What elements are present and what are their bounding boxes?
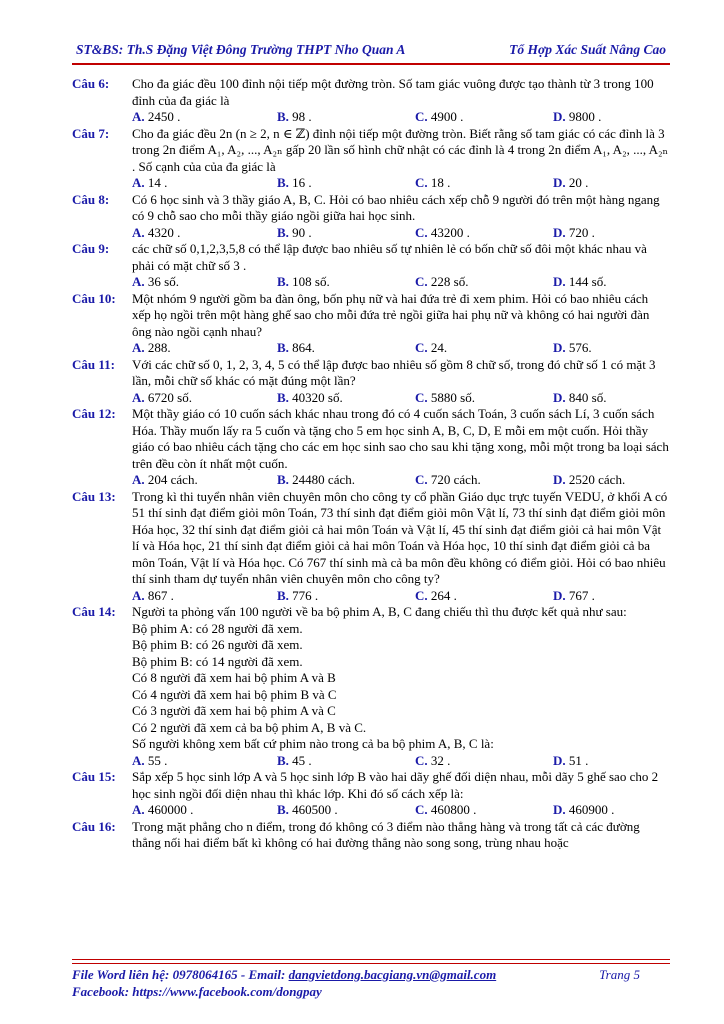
option-value: 20 .: [568, 175, 589, 190]
option-value: 43200 .: [430, 224, 470, 240]
answer-option-c[interactable]: [415, 472, 481, 489]
answer-option-a[interactable]: [132, 340, 171, 357]
option-value: 6720 số.: [147, 389, 192, 405]
option-value: 98 .: [292, 109, 312, 124]
option-value: 5880 số.: [430, 389, 475, 405]
option-value: 264 .: [430, 587, 457, 603]
option-letter: C.: [415, 752, 428, 768]
option-letter: D.: [553, 802, 566, 817]
question-text: Có 2 người đã xem cả ba bộ phim A, B và C.: [132, 719, 367, 735]
option-letter: C.: [415, 389, 428, 405]
answer-options: [132, 175, 670, 192]
answer-option-c[interactable]: [415, 109, 463, 126]
question-text: các chữ số 0,1,2,3,5,8 có thể lập được bao nhiêu số tự nhiên lẻ có bốn chữ số đôi một khác nhau và phải có mặt chữ số 3 .: [132, 241, 647, 273]
option-letter: D.: [553, 274, 566, 289]
option-value: 51 .: [568, 752, 589, 768]
question-text: Một nhóm 9 người gồm ba đàn ông, bốn phụ nữ và hai đứa trẻ đi xem phim. Hỏi có bao nhiêu cách xếp họ ngồi trên một hàng ghế sao cho mỗi đứa trẻ ngồi giữa hai phụ nữ và không có hai người đàn ông nào ngồi cạnh nhau?: [132, 290, 650, 339]
option-value: 460000 .: [147, 802, 194, 817]
answer-options: [132, 274, 670, 291]
question-label: Câu 15:: [72, 769, 116, 784]
question-label: Câu 13:: [72, 488, 116, 504]
answer-options: [132, 588, 670, 605]
answer-options: [132, 390, 670, 407]
answer-option-a[interactable]: [132, 802, 193, 819]
question-item: [72, 192, 670, 242]
answer-option-b[interactable]: [277, 274, 330, 291]
option-value: 460900 .: [568, 802, 615, 817]
option-value: 460800 .: [430, 802, 477, 817]
option-value: 14 .: [147, 175, 168, 190]
option-value: 767 .: [568, 587, 595, 603]
question-list: [72, 76, 670, 852]
option-letter: D.: [553, 340, 566, 355]
question-item: [72, 126, 670, 192]
answer-option-b[interactable]: [277, 225, 312, 242]
answer-option-b[interactable]: [277, 175, 312, 192]
option-letter: D.: [553, 224, 566, 240]
page-footer: [72, 966, 670, 1000]
option-letter: C.: [415, 109, 428, 124]
answer-options: [132, 109, 670, 126]
option-letter: D.: [553, 389, 566, 405]
question-text: Cho đa giác đều 2n (n ≥ 2, n ∈ ℤ) đỉnh nội tiếp một đường tròn. Biết rằng số tam giác có các đỉnh là 3 trong 2n điểm A₁, A₂, ..., A₂ₙ gấp 20 lần số hình chữ nhật có các đỉnh là 4 trong 2n điểm A₁, A₂, ..., A₂ₙ . Số cạnh của của đa giác là: [132, 125, 669, 174]
option-letter: A.: [132, 224, 145, 240]
question-text: Bộ phim A: có 28 người đã xem.: [132, 620, 303, 636]
question-label: Câu 14:: [72, 604, 116, 619]
answer-option-a[interactable]: [132, 175, 167, 192]
option-value: 90 .: [292, 224, 312, 240]
option-value: 867 .: [147, 587, 174, 603]
question-label: Câu 12:: [72, 406, 116, 421]
header-rule: [72, 63, 670, 65]
question-label: Câu 16:: [72, 818, 116, 834]
option-letter: D.: [553, 752, 566, 768]
option-value: 776 .: [292, 587, 319, 603]
answer-option-d[interactable]: [553, 274, 606, 291]
option-value: 9800 .: [568, 109, 602, 124]
option-letter: D.: [553, 587, 566, 603]
answer-option-d[interactable]: [553, 802, 614, 819]
answer-option-c[interactable]: [415, 753, 450, 770]
answer-option-c[interactable]: [415, 225, 470, 242]
option-letter: B.: [277, 109, 289, 124]
option-letter: C.: [415, 340, 428, 355]
answer-option-d[interactable]: [553, 753, 588, 770]
question-item: [72, 406, 670, 489]
option-value: 45 .: [292, 752, 312, 768]
question-label: Câu 6:: [72, 76, 110, 91]
answer-option-c[interactable]: [415, 340, 447, 357]
answer-option-c[interactable]: [415, 802, 476, 819]
option-letter: B.: [277, 274, 289, 289]
option-letter: D.: [553, 109, 566, 124]
question-text: Sắp xếp 5 học sinh lớp A và 5 học sinh lớp B vào hai dãy ghế đối diện nhau, mỗi dãy 5 ghế sao cho 2 học sinh ngồi đối diện nhau thì khác lớp. Khi đó số cách xếp là:: [132, 769, 659, 801]
question-item: [72, 291, 670, 357]
footer-contact-prefix: File Word liên hệ: 0978064165 - Email:: [72, 967, 289, 982]
option-letter: A.: [132, 389, 145, 405]
answer-option-b[interactable]: [277, 340, 315, 357]
option-letter: C.: [415, 472, 428, 487]
option-letter: B.: [277, 802, 289, 817]
option-letter: B.: [277, 340, 289, 355]
question-text: Trong mặt phẳng cho n điểm, trong đó không có 3 điểm nào thẳng hàng và trong tất cả các đường thẳng nối hai điểm bất kì không có hai đường thẳng nào song song, trùng nhau hoặc: [132, 818, 640, 850]
option-letter: A.: [132, 340, 145, 355]
option-letter: B.: [277, 175, 289, 190]
option-value: 204 cách.: [147, 472, 198, 487]
option-value: 24.: [430, 340, 448, 355]
option-value: 288.: [147, 340, 171, 355]
answer-option-d[interactable]: [553, 225, 595, 242]
option-value: 864.: [292, 340, 315, 355]
footer-contact: [72, 966, 670, 983]
answer-options: [132, 753, 670, 770]
answer-option-b[interactable]: [277, 109, 312, 126]
question-text: Có 8 người đã xem hai bộ phim A và B: [132, 670, 336, 685]
question-label: Câu 9:: [72, 241, 110, 256]
answer-option-d[interactable]: [553, 340, 592, 357]
option-value: 24480 cách.: [292, 472, 355, 487]
answer-option-b[interactable]: [277, 802, 338, 819]
option-letter: D.: [553, 472, 566, 487]
answer-option-a[interactable]: [132, 109, 180, 126]
answer-option-d[interactable]: [553, 588, 595, 605]
option-letter: A.: [132, 472, 145, 487]
question-item: [72, 769, 670, 819]
option-letter: B.: [277, 752, 289, 768]
option-letter: B.: [277, 587, 289, 603]
footer-facebook-link[interactable]: Facebook: https://www.facebook.com/dongpay: [72, 984, 322, 999]
option-value: 144 số.: [568, 274, 607, 289]
answer-option-a[interactable]: [132, 390, 192, 407]
answer-options: [132, 225, 670, 242]
header-topic: Tổ Hợp Xác Suất Nâng Cao: [509, 42, 666, 57]
footer-rule: [72, 959, 670, 960]
option-letter: A.: [132, 752, 145, 768]
option-value: 228 số.: [430, 274, 469, 289]
question-text: Có 4 người đã xem hai bộ phim B và C: [132, 686, 337, 702]
question-label: Câu 10:: [72, 290, 116, 306]
option-value: 16 .: [292, 175, 312, 190]
answer-option-d[interactable]: [553, 175, 588, 192]
option-value: 4320 .: [147, 224, 181, 240]
option-letter: A.: [132, 175, 145, 190]
page-number: Trang 5: [599, 967, 640, 982]
header-author: ST&BS: Th.S Đặng Việt Đông Trường THPT Nho Quan A: [76, 42, 406, 57]
question-text: Người ta phỏng vấn 100 người về ba bộ phim A, B, C đang chiếu thì thu được kết quả như sau:: [132, 604, 627, 619]
option-letter: A.: [132, 109, 145, 124]
option-letter: D.: [553, 175, 566, 190]
option-value: 576.: [568, 340, 592, 355]
answer-option-a[interactable]: [132, 274, 179, 291]
option-letter: B.: [277, 389, 289, 405]
question-label: Câu 11:: [72, 356, 115, 372]
answer-option-c[interactable]: [415, 274, 468, 291]
option-letter: C.: [415, 587, 428, 603]
option-value: 4900 .: [430, 109, 464, 124]
question-item: [72, 819, 670, 852]
question-text: Cho đa giác đều 100 đỉnh nội tiếp một đường tròn. Số tam giác vuông được tạo thành từ 3 trong 100 đỉnh của đa giác là: [132, 76, 654, 108]
option-letter: C.: [415, 274, 428, 289]
answer-options: [132, 340, 670, 357]
question-text: Một thầy giáo có 10 cuốn sách khác nhau trong đó có 4 cuốn sách Toán, 3 cuốn sách Lí, 3 cuốn sách Hóa. Thầy muốn lấy ra 5 cuốn và tặng cho 5 em học sinh A, B, C, D, E mỗi em một cuốn. Hỏi thầy giáo có bao nhiêu cách tặng cho các em học sinh sao cho sau khi tặng xong, mỗi một trong ba loại sách trên đều còn ít nhất một cuốn.: [132, 406, 669, 471]
answer-options: [132, 802, 670, 819]
answer-option-a[interactable]: [132, 588, 174, 605]
option-letter: B.: [277, 224, 289, 240]
question-text: Bộ phim B: có 26 người đã xem.: [132, 637, 303, 652]
option-letter: C.: [415, 802, 428, 817]
option-value: 2450 .: [147, 109, 181, 124]
option-value: 36 số.: [147, 274, 179, 289]
option-value: 840 số.: [568, 389, 607, 405]
question-text: Với các chữ số 0, 1, 2, 3, 4, 5 có thể lập được bao nhiêu số gồm 8 chữ số, trong đó chữ số 1 có mặt 3 lần, mỗi chữ số khác có mặt đúng một lần?: [132, 356, 656, 388]
question-text: Số người không xem bất cứ phim nào trong cả ba bộ phim A, B, C là:: [132, 736, 494, 751]
answer-option-a[interactable]: [132, 472, 198, 489]
question-text: Bộ phim B: có 14 người đã xem.: [132, 653, 303, 669]
question-text: Có 6 học sinh và 3 thầy giáo A, B, C. Hỏi có bao nhiêu cách xếp chỗ 9 người đó trên một hàng ngang có 9 chỗ sao cho mỗi thầy giáo ngồi giữa hai học sinh.: [132, 191, 660, 223]
option-value: 40320 số.: [292, 389, 343, 405]
question-item: [72, 489, 670, 605]
option-value: 55 .: [147, 752, 168, 768]
footer-rule-thin: [72, 963, 670, 964]
option-value: 720 cách.: [430, 472, 481, 487]
answer-option-d[interactable]: [553, 472, 625, 489]
option-value: 2520 cách.: [568, 472, 626, 487]
option-value: 32 .: [430, 752, 451, 768]
answer-option-b[interactable]: [277, 390, 343, 407]
answer-option-c[interactable]: [415, 390, 475, 407]
answer-option-b[interactable]: [277, 753, 312, 770]
question-item: [72, 241, 670, 291]
question-item: [72, 357, 670, 407]
question-label: Câu 7:: [72, 125, 110, 141]
footer-email-link[interactable]: dangvietdong.bacgiang.vn@gmail.com: [288, 967, 497, 982]
answer-options: [132, 472, 670, 489]
option-value: 18 .: [430, 175, 451, 190]
option-letter: A.: [132, 802, 145, 817]
option-letter: C.: [415, 224, 428, 240]
option-value: 108 số.: [292, 274, 330, 289]
answer-option-a[interactable]: [132, 753, 167, 770]
answer-option-d[interactable]: [553, 109, 601, 126]
answer-option-d[interactable]: [553, 390, 606, 407]
answer-option-a[interactable]: [132, 225, 180, 242]
question-item: [72, 604, 670, 769]
question-text: Có 3 người đã xem hai bộ phim A và C: [132, 703, 336, 718]
question-item: [72, 76, 670, 126]
answer-option-c[interactable]: [415, 175, 450, 192]
option-letter: A.: [132, 274, 145, 289]
question-text: Trong kì thi tuyển nhân viên chuyên môn cho công ty cổ phần Giáo dục trực tuyến VEDU, ở khối A có 51 thí sinh đạt điểm giỏi môn Toán, 73 thí sinh đạt điểm giỏi môn Vật lí, 73 thí sinh đạt điểm giỏi môn Hóa học, 32 thí sinh đạt điểm giỏi cả hai môn Toán và Vật lí, 45 thí sinh đạt điểm giỏi cả hai môn Vật lí và Hóa học, 21 thí sinh đạt điểm giỏi cả hai môn Toán và Hóa học, 10 thí sinh đạt điểm giỏi cả ba môn Toán, Vật lí và Hóa học. Có 767 thí sinh mà cả ba môn đều không có điểm giỏi. Hỏi có bao nhiêu thí sinh tham dự tuyển nhân viên chuyên môn cho công ty?: [132, 488, 668, 586]
option-value: 460500 .: [292, 802, 338, 817]
option-letter: A.: [132, 587, 145, 603]
answer-option-b[interactable]: [277, 588, 318, 605]
answer-option-c[interactable]: [415, 588, 457, 605]
question-label: Câu 8:: [72, 191, 110, 207]
option-letter: C.: [415, 175, 428, 190]
option-value: 720 .: [568, 224, 595, 240]
answer-option-b[interactable]: [277, 472, 355, 489]
option-letter: B.: [277, 472, 289, 487]
